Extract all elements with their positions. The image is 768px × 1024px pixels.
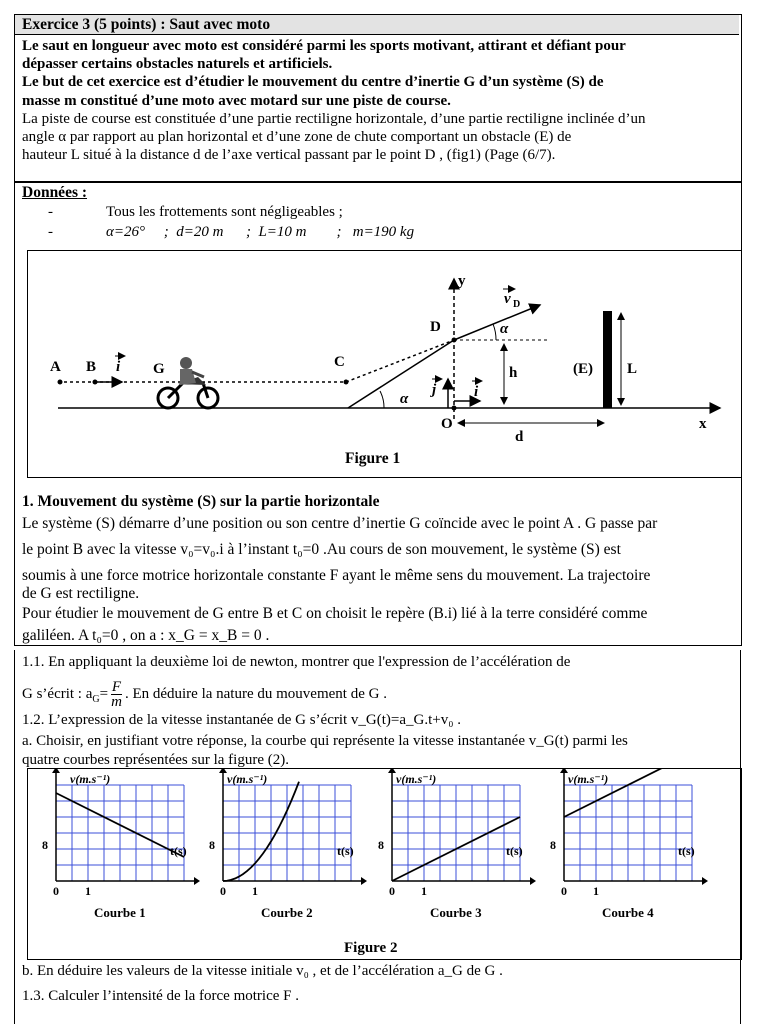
label-vd-sub: D bbox=[513, 299, 521, 310]
question-1-2-a-line-2: quatre courbes représentées sur la figure (2). bbox=[22, 752, 289, 768]
y-tick-label: 8 bbox=[378, 838, 384, 852]
alpha-ramp-label: α bbox=[400, 391, 409, 407]
intro-line-3: Le but de cet exercice est d’étudier le mouvement du centre d’inertie G d’un système (S) de bbox=[22, 74, 604, 90]
question-1-2-b: b. En déduire les valeurs de la vitesse initiale v₀ , et de l’accélération a_G de G . bbox=[22, 963, 503, 979]
point-c bbox=[344, 380, 349, 385]
point-o bbox=[452, 406, 457, 411]
data-item-1: Tous les frottements sont négligeables ; bbox=[106, 204, 343, 220]
x-axis-arrow bbox=[194, 877, 200, 885]
y-axis-label: v(m.s⁻¹) bbox=[568, 772, 609, 786]
figure-1-frame bbox=[27, 250, 742, 478]
section-1-heading: 1. Mouvement du système (S) sur la partie horizontale bbox=[22, 493, 380, 510]
figure-1-caption: Figure 1 bbox=[345, 450, 401, 467]
section-1-line-1: Le système (S) démarre d’une position ou son centre d’inertie G coïncide avec le point A . G passe par bbox=[22, 515, 658, 532]
q11-prefix: G s’écrit : a bbox=[22, 685, 93, 702]
description-line-3: hauteur L situé à la distance d de l’axe vertical passant par le point D , (fig1) (Page (6/7). bbox=[22, 147, 556, 163]
label-i-origin: i bbox=[474, 384, 479, 400]
ramp-dotted bbox=[346, 340, 454, 382]
y-tick-label: 8 bbox=[550, 838, 556, 852]
label-o: O bbox=[441, 416, 453, 432]
x-tick-label-1: 1 bbox=[252, 884, 258, 898]
question-1-2-a-line-1: a. Choisir, en justifiant votre réponse, la courbe qui représente la vitesse instantanée v_G(t) parmi les bbox=[22, 733, 628, 749]
label-c: C bbox=[334, 354, 345, 370]
figure-1-diagram bbox=[28, 251, 741, 477]
data-item-2: α=26° ; d=20 m ; L=10 m ; m=190 kg bbox=[106, 224, 415, 240]
y-axis-label: v(m.s⁻¹) bbox=[70, 772, 111, 786]
intro-line-4: masse m constitué d’une moto avec motard sur une piste de course. bbox=[22, 93, 451, 109]
label-y: y bbox=[458, 273, 466, 289]
section-1-line-5: Pour étudier le mouvement de G entre B et C on choisit le repère (B.i) lié à la terre considéré comme bbox=[22, 605, 648, 622]
y-tick-label: 8 bbox=[209, 838, 215, 852]
y-axis-arrow bbox=[560, 769, 568, 773]
x-axis-label: t(s) bbox=[678, 844, 695, 858]
q11-numerator: F bbox=[111, 679, 122, 695]
y-axis-label: v(m.s⁻¹) bbox=[227, 772, 268, 786]
label-d: D bbox=[430, 319, 441, 335]
data-bullet-1: - bbox=[48, 204, 53, 220]
label-j: j bbox=[432, 382, 437, 398]
x-tick-label-0: 0 bbox=[561, 884, 567, 898]
section-1-line-4: de G est rectiligne. bbox=[22, 585, 140, 602]
q11-denominator: m bbox=[111, 694, 122, 710]
x-tick-label-1: 1 bbox=[421, 884, 427, 898]
ramp-angle-arc bbox=[380, 391, 384, 408]
question-1-2: 1.2. L’expression de la vitesse instantanée de G s’écrit v_G(t)=a_G.t+v₀ . bbox=[22, 712, 461, 728]
label-b: B bbox=[86, 359, 97, 375]
data-bullet-2: - bbox=[48, 224, 53, 240]
y-axis-arrow bbox=[388, 769, 396, 773]
x-axis-label: t(s) bbox=[337, 844, 354, 858]
label-i-track: i bbox=[116, 359, 121, 375]
question-1-1-line-1: 1.1. En appliquant la deuxième loi de newton, montrer que l'expression de l’accélération de bbox=[22, 654, 571, 670]
y-axis-arrow bbox=[219, 769, 227, 773]
x-tick-label-1: 1 bbox=[85, 884, 91, 898]
velocity-vector-vd bbox=[454, 305, 540, 340]
q11-fraction bbox=[111, 680, 122, 709]
y-tick-label: 8 bbox=[42, 838, 48, 852]
intro-line-1: Le saut en longueur avec moto est considéré parmi les sports motivant, attirant et défiant pour bbox=[22, 38, 626, 54]
q11-suffix: . En déduire la nature du mouvement de G . bbox=[124, 685, 387, 702]
figure-2-caption: Figure 2 bbox=[344, 940, 398, 956]
velocity-curve bbox=[223, 782, 299, 881]
label-h: h bbox=[509, 365, 518, 381]
data-title: Données : bbox=[22, 184, 88, 201]
description-line-1: La piste de course est constituée d’une partie rectiligne horizontale, d’une partie rectiligne inclinée d’un bbox=[22, 111, 646, 127]
section-1-line-3: soumis à une force motrice horizontale constante F ayant le même sens du mouvement. La trajectoire bbox=[22, 567, 651, 584]
figure-2-frame bbox=[27, 768, 742, 960]
exercise-title: Exercice 3 (5 points) : Saut avec moto bbox=[22, 16, 271, 33]
x-axis-arrow bbox=[361, 877, 367, 885]
y-axis-arrow bbox=[52, 769, 60, 773]
curve-caption: Courbe 2 bbox=[261, 905, 313, 920]
point-a bbox=[58, 380, 63, 385]
y-axis-label: v(m.s⁻¹) bbox=[396, 772, 437, 786]
section-1-line-6: galiléen. A t₀=0 , on a : x_G = x_B = 0 . bbox=[22, 627, 270, 644]
alpha-top-label: α bbox=[500, 321, 509, 337]
figure-2-charts bbox=[28, 769, 741, 959]
launch-angle-arc bbox=[493, 324, 496, 340]
x-tick-label-1: 1 bbox=[593, 884, 599, 898]
label-e: (E) bbox=[573, 361, 593, 377]
x-tick-label-0: 0 bbox=[389, 884, 395, 898]
q11-equals: = bbox=[99, 685, 109, 702]
obstacle-e bbox=[603, 311, 612, 408]
curve-caption: Courbe 3 bbox=[430, 905, 482, 920]
x-tick-label-0: 0 bbox=[53, 884, 59, 898]
x-axis-arrow bbox=[702, 877, 708, 885]
label-l: L bbox=[627, 361, 638, 377]
label-vd: v bbox=[504, 291, 511, 307]
label-a: A bbox=[50, 359, 61, 375]
question-1-3: 1.3. Calculer l’intensité de la force motrice F . bbox=[22, 988, 299, 1004]
question-1-1-line-2 bbox=[22, 680, 387, 710]
curve-caption: Courbe 4 bbox=[602, 905, 654, 920]
intro-line-2: dépasser certains obstacles naturels et artificiels. bbox=[22, 56, 333, 72]
description-line-2: angle α par rapport au plan horizontal et d’une zone de chute comportant un obstacle (E) de bbox=[22, 129, 572, 145]
q11-sub-g: G bbox=[92, 693, 100, 705]
x-axis-label: t(s) bbox=[170, 844, 187, 858]
curve-caption: Courbe 1 bbox=[94, 905, 146, 920]
label-x: x bbox=[699, 416, 707, 432]
label-d-distance: d bbox=[515, 429, 524, 445]
x-tick-label-0: 0 bbox=[220, 884, 226, 898]
x-axis-arrow bbox=[530, 877, 536, 885]
x-axis-label: t(s) bbox=[506, 844, 523, 858]
label-g: G bbox=[153, 361, 165, 377]
left-rule bbox=[14, 650, 15, 1024]
section-1-line-2: le point B avec la vitesse v₀=v₀.i à l’instant t₀=0 .Au cours de son mouvement, le système (S) est bbox=[22, 541, 621, 558]
